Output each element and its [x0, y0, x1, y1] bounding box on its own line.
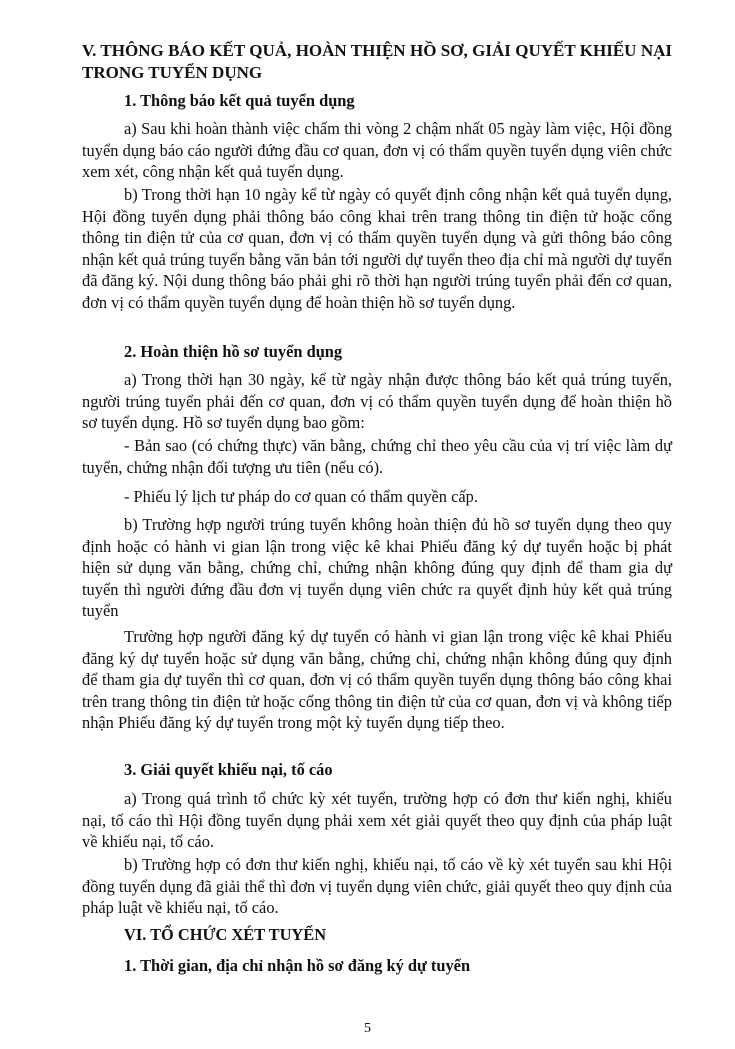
section-1-paragraph-b: b) Trong thời hạn 10 ngày kể từ ngày có quyết định công nhận kết quả tuyển dụng, Hội đồng tuyển dụng phải thông báo công khai trên trang thông tin điện tử hoặc cổng thông tin điện tử của cơ quan, đơn vị có thẩm quyền tuyển dụng và gửi thông báo công nhận kết quả trúng tuyển bằng văn bản tới người dự tuyển theo địa chỉ mà người dự tuyển đã đăng ký. Nội dung thông báo phải ghi rõ thời hạn người trúng tuyển phải đến cơ quan, đơn vị có thẩm quyền tuyển dụng để hoàn thiện hồ sơ tuyển dụng.	[82, 185, 672, 312]
section-1-heading: 1. Thông báo kết quả tuyển dụng	[124, 91, 355, 110]
section-2-heading: 2. Hoàn thiện hồ sơ tuyển dụng	[124, 342, 343, 361]
section-2-list-item-1: - Bản sao (có chứng thực) văn bằng, chứng chỉ theo yêu cầu của vị trí việc làm dự tuyển, chứng nhận đối tượng ưu tiên (nếu có).	[82, 436, 672, 477]
section-3-paragraph-b: b) Trường hợp có đơn thư kiến nghị, khiếu nại, tố cáo về kỳ xét tuyển sau khi Hội đồng tuyển dụng đã giải thể thì đơn vị tuyển dụng viên chức, giải quyết theo quy định của pháp luật về khiếu nại, tố cáo.	[82, 855, 672, 917]
section-vi-title: VI. TỔ CHỨC XÉT TUYỂN	[124, 925, 327, 944]
section-2-paragraph-c: Trường hợp người đăng ký dự tuyển có hành vi gian lận trong việc kê khai Phiếu đăng ký dự tuyển hoặc sử dụng văn bằng, chứng chỉ, chứng nhận không đúng quy định để tham gia dự tuyển thì cơ quan, đơn vị có thẩm quyền tuyển dụng thông báo công khai trên trang thông tin điện tử hoặc cổng thông tin điện tử của cơ quan, đơn vị và không tiếp nhận Phiếu đăng ký dự tuyển trong một kỳ tuyển dụng tiếp theo.	[82, 627, 672, 732]
section-3-paragraph-a: a) Trong quá trình tổ chức kỳ xét tuyển, trường hợp có đơn thư kiến nghị, khiếu nại, tố cáo thì Hội đồng tuyển dụng phải xem xét giải quyết theo quy định của pháp luật về khiếu nại, tố cáo.	[82, 789, 672, 851]
section-2-paragraph-a: a) Trong thời hạn 30 ngày, kể từ ngày nhận được thông báo kết quả trúng tuyển, người trúng tuyển phải đến cơ quan, đơn vị có thẩm quyền tuyển dụng để hoàn thiện hồ sơ tuyển dụng. Hồ sơ tuyển dụng bao gồm:	[82, 370, 672, 432]
section-v-title: V. THÔNG BÁO KẾT QUẢ, HOÀN THIỆN HỒ SƠ, GIẢI QUYẾT KHIẾU NẠI TRONG TUYỂN DỤNG	[82, 41, 672, 82]
section-3-heading: 3. Giải quyết khiếu nại, tố cáo	[124, 760, 333, 779]
section-2-list-item-2: - Phiếu lý lịch tư pháp do cơ quan có thẩm quyền cấp.	[124, 487, 478, 506]
section-2-paragraph-b: b) Trường hợp người trúng tuyển không hoàn thiện đủ hồ sơ tuyển dụng theo quy định hoặc có hành vi gian lận trong việc kê khai Phiếu đăng ký dự tuyển hoặc bị phát hiện sử dụng văn bằng, chứng chỉ, chứng nhận không đúng quy định để tham gia dự tuyển thì người đứng đầu đơn vị tuyển dụng viên chức ra quyết định hủy kết quả trúng tuyển	[82, 515, 672, 620]
section-1-paragraph-a: a) Sau khi hoàn thành việc chấm thi vòng 2 chậm nhất 05 ngày làm việc, Hội đồng tuyển dụng báo cáo người đứng đầu cơ quan, đơn vị có thẩm quyền tuyển dụng viên chức xem xét, công nhận kết quả tuyển dụng.	[82, 119, 672, 181]
page-number: 5	[364, 1021, 371, 1036]
section-vi-1-heading: 1. Thời gian, địa chỉ nhận hồ sơ đăng ký dự tuyển	[124, 956, 471, 975]
